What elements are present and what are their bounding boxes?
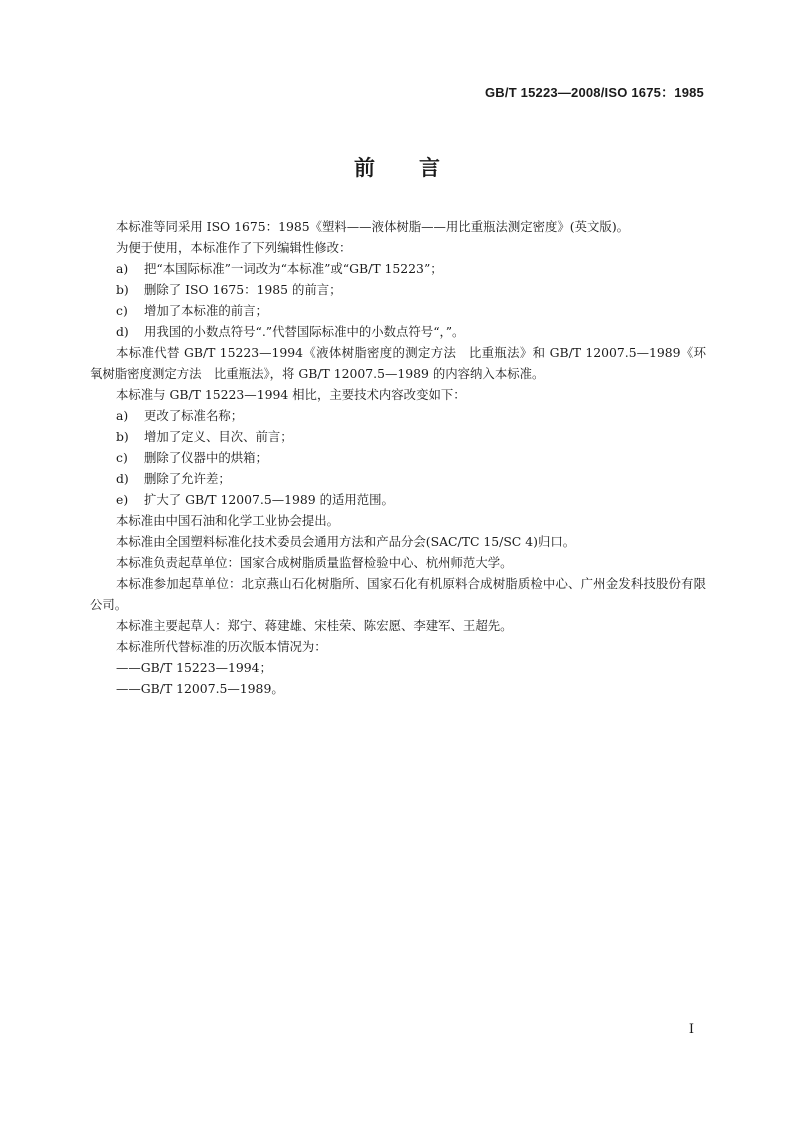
list-item	[90, 447, 706, 468]
paragraph-technical-committee: 本标准由全国塑料标准化技术委员会通用方法和产品分会(SAC/TC 15/SC 4)归口。	[116, 534, 576, 549]
list-item	[90, 321, 706, 342]
list-marker: b)	[116, 429, 129, 444]
list-item-text: 把“本国际标准”一词改为“本标准”或“GB/T 15223”；	[144, 261, 443, 276]
list-item-text: 删除了允许差；	[144, 471, 231, 486]
list-marker: c)	[116, 450, 128, 465]
paragraph-drafting-unit: 本标准负责起草单位：国家合成树脂质量监督检验中心、杭州师范大学。	[116, 555, 513, 570]
list-item-text: 删除了 ISO 1675：1985 的前言；	[144, 282, 342, 297]
list-item-text: 扩大了 GB/T 12007.5—1989 的适用范围。	[144, 492, 394, 507]
list-item	[90, 489, 706, 510]
paragraph-replacement: 本标准代替 GB/T 15223—1994《液体树脂密度的测定方法 比重瓶法》和 GB/T 12007.5—1989《环氧树脂密度测定方法 比重瓶法》，将 GB/T 12007.5—1989 的内容纳入本标准。	[90, 345, 706, 381]
page-title	[0, 152, 794, 182]
list-item	[90, 300, 706, 321]
paragraph-drafters: 本标准主要起草人：郑宁、蒋建雄、宋桂荣、陈宏愿、李建军、王超先。	[116, 618, 513, 633]
list-marker: a)	[116, 408, 129, 423]
history-item: ——GB/T 12007.5—1989。	[116, 681, 284, 696]
list-item	[90, 405, 706, 426]
title-char-1: 前	[354, 156, 375, 180]
history-item: ——GB/T 15223—1994；	[116, 660, 272, 675]
paragraph-participating-units: 本标准参加起草单位：北京燕山石化树脂所、国家石化有机原料合成树脂质检中心、广州金发科技股份有限公司。	[90, 576, 706, 612]
list-marker: e)	[116, 492, 129, 507]
paragraph-editorial-intro: 为便于使用，本标准作了下列编辑性修改：	[116, 240, 352, 255]
list-item-text: 用我国的小数点符号“.”代替国际标准中的小数点符号“，”。	[144, 324, 465, 339]
list-marker: c)	[116, 303, 128, 318]
document-body	[90, 216, 706, 699]
paragraph-changes-intro: 本标准与 GB/T 15223—1994 相比，主要技术内容改变如下：	[116, 387, 466, 402]
list-marker: a)	[116, 261, 129, 276]
list-item	[90, 426, 706, 447]
title-char-2: 言	[419, 156, 440, 180]
list-item	[90, 468, 706, 489]
list-item	[90, 279, 706, 300]
paragraph-proposer: 本标准由中国石油和化学工业协会提出。	[116, 513, 340, 528]
list-item-text: 删除了仪器中的烘箱；	[144, 450, 268, 465]
list-marker: d)	[116, 471, 129, 486]
list-item-text: 更改了标准名称；	[144, 408, 244, 423]
header-standard-code: GB/T 15223—2008/ISO 1675：1985	[485, 85, 704, 100]
list-item-text: 增加了定义、目次、前言；	[144, 429, 293, 444]
list-marker: b)	[116, 282, 129, 297]
list-item-text: 增加了本标准的前言；	[144, 303, 268, 318]
list-marker: d)	[116, 324, 129, 339]
page-number: I	[688, 1022, 694, 1037]
list-item	[90, 258, 706, 279]
paragraph-history-intro: 本标准所代替标准的历次版本情况为：	[116, 639, 327, 654]
paragraph-adoption: 本标准等同采用 ISO 1675：1985《塑料——液体树脂——用比重瓶法测定密度》(英文版)。	[116, 219, 630, 234]
